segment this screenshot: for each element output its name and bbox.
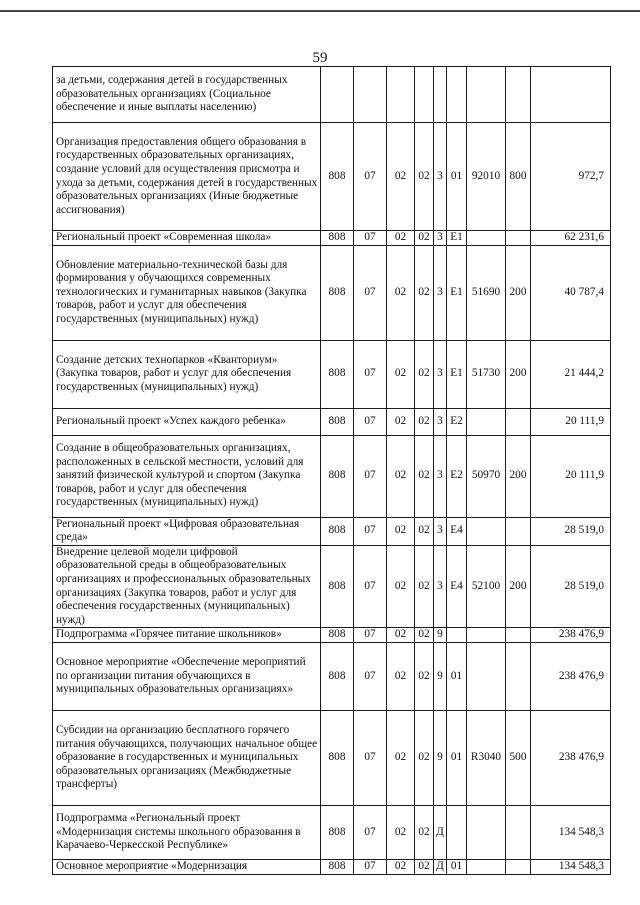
row-description: Создание в общеобразовательных организациях, расположенных в сельской местности, условий для занятий физической культурой и спортом (Закупка товаров, работ и услуг для обеспечения государственных (муниципальных) нужд): [53, 435, 321, 517]
budget-table-body: [53, 67, 611, 875]
row-description: Основное мероприятие «Обеспечение мероприятий по организации питания обучающихся в муниципальных образовательных организациях»: [53, 642, 321, 710]
row-event-code: E4: [447, 517, 467, 545]
row-amount: 21 444,2: [531, 340, 611, 408]
row-subsection-code: 02: [387, 123, 415, 231]
row-direction-code: [467, 859, 506, 874]
table-row: [53, 545, 611, 628]
row-expense-type-code: [506, 628, 531, 643]
row-direction-code: R3040: [467, 710, 506, 805]
row-program-code: 02: [415, 245, 434, 340]
row-direction-code: [467, 805, 506, 859]
row-direction-code: 52100: [467, 545, 506, 628]
row-ministry-code: 808: [321, 408, 354, 435]
row-description: Обновление материально-технической базы для формирования у обучающихся современных технологических и гуманитарных навыков (Закупка товаров, работ и услуг для обеспечения государственных (муниципальных) нужд): [53, 245, 321, 340]
row-direction-code: [467, 231, 506, 246]
row-section-code: 07: [354, 408, 387, 435]
row-direction-code: 51730: [467, 340, 506, 408]
row-subprogram-code: 3: [434, 123, 447, 231]
row-ministry-code: 808: [321, 859, 354, 874]
row-section-code: 07: [354, 435, 387, 517]
table-row: [53, 517, 611, 545]
table-row: [53, 859, 611, 874]
row-ministry-code: 808: [321, 123, 354, 231]
row-subprogram-code: 3: [434, 517, 447, 545]
row-subprogram-code: 9: [434, 628, 447, 643]
row-event-code: 01: [447, 642, 467, 710]
row-ministry-code: 808: [321, 545, 354, 628]
row-amount: 28 519,0: [531, 545, 611, 628]
table-row: [53, 435, 611, 517]
row-event-code: [447, 628, 467, 643]
row-expense-type-code: [506, 517, 531, 545]
row-expense-type-code: 800: [506, 123, 531, 231]
row-subsection-code: 02: [387, 805, 415, 859]
row-event-code: E1: [447, 231, 467, 246]
row-direction-code: 51690: [467, 245, 506, 340]
row-event-code: 01: [447, 123, 467, 231]
row-subsection-code: 02: [387, 245, 415, 340]
row-event-code: 01: [447, 859, 467, 874]
row-section-code: 07: [354, 805, 387, 859]
row-amount: 972,7: [531, 123, 611, 231]
budget-table: [52, 66, 611, 875]
row-event-code: E4: [447, 545, 467, 628]
row-subsection-code: 02: [387, 710, 415, 805]
row-amount: 134 548,3: [531, 859, 611, 874]
row-section-code: [354, 67, 387, 123]
row-subprogram-code: 3: [434, 245, 447, 340]
row-ministry-code: 808: [321, 245, 354, 340]
scan-edge-line: [0, 10, 640, 12]
row-section-code: 07: [354, 245, 387, 340]
table-row: [53, 805, 611, 859]
row-subsection-code: 02: [387, 628, 415, 643]
table-row: [53, 123, 611, 231]
row-ministry-code: 808: [321, 435, 354, 517]
table-row: [53, 245, 611, 340]
row-program-code: 02: [415, 642, 434, 710]
row-amount: 28 519,0: [531, 517, 611, 545]
row-subsection-code: [387, 67, 415, 123]
page-number: 59: [312, 50, 328, 66]
row-expense-type-code: [506, 231, 531, 246]
row-description: Организация предоставления общего образования в государственных образовательных организациях, создание условий для осуществления присмотра и ухода за детьми, содержания детей в государственных образовательных организациях (Иные бюджетные ассигнования): [53, 123, 321, 231]
row-ministry-code: 808: [321, 231, 354, 246]
row-program-code: 02: [415, 123, 434, 231]
row-direction-code: [467, 628, 506, 643]
row-amount: 40 787,4: [531, 245, 611, 340]
row-description: Подпрограмма «Региональный проект «Модернизация системы школьного образования в Карачаево-Черкесской Республике»: [53, 805, 321, 859]
row-subprogram-code: 3: [434, 231, 447, 246]
row-ministry-code: 808: [321, 642, 354, 710]
table-row: [53, 628, 611, 643]
row-section-code: 07: [354, 628, 387, 643]
table-row: [53, 231, 611, 246]
row-expense-type-code: [506, 642, 531, 710]
row-program-code: 02: [415, 545, 434, 628]
row-expense-type-code: [506, 859, 531, 874]
row-section-code: 07: [354, 517, 387, 545]
table-row: [53, 67, 611, 123]
row-section-code: 07: [354, 859, 387, 874]
row-expense-type-code: [506, 408, 531, 435]
row-program-code: 02: [415, 710, 434, 805]
row-description: за детьми, содержания детей в государственных образовательных организациях (Социальное обеспечение и иные выплаты населению): [53, 67, 321, 123]
row-section-code: 07: [354, 710, 387, 805]
row-direction-code: [467, 67, 506, 123]
row-program-code: 02: [415, 340, 434, 408]
row-event-code: 01: [447, 710, 467, 805]
row-event-code: E2: [447, 435, 467, 517]
row-section-code: 07: [354, 231, 387, 246]
row-ministry-code: 808: [321, 710, 354, 805]
row-expense-type-code: 200: [506, 435, 531, 517]
row-subsection-code: 02: [387, 340, 415, 408]
table-row: [53, 340, 611, 408]
row-expense-type-code: 500: [506, 710, 531, 805]
row-description: Субсидии на организацию бесплатного горячего питания обучающихся, получающих начальное общее образование в государственных и муниципальных образовательных организациях (Межбюджетные трансферты): [53, 710, 321, 805]
row-event-code: [447, 805, 467, 859]
row-subprogram-code: Д: [434, 805, 447, 859]
row-description: Создание детских технопарков «Кванториум» (Закупка товаров, работ и услуг для обеспечения государственных (муниципальных) нужд): [53, 340, 321, 408]
row-ministry-code: 808: [321, 628, 354, 643]
row-ministry-code: 808: [321, 805, 354, 859]
row-direction-code: [467, 408, 506, 435]
table-row: [53, 642, 611, 710]
row-amount: 62 231,6: [531, 231, 611, 246]
row-description: Региональный проект «Современная школа»: [53, 231, 321, 246]
table-row: [53, 710, 611, 805]
row-event-code: E1: [447, 340, 467, 408]
row-event-code: [447, 67, 467, 123]
row-event-code: E1: [447, 245, 467, 340]
row-subsection-code: 02: [387, 642, 415, 710]
row-subsection-code: 02: [387, 859, 415, 874]
row-section-code: 07: [354, 123, 387, 231]
row-expense-type-code: 200: [506, 340, 531, 408]
row-description: Региональный проект «Успех каждого ребенка»: [53, 408, 321, 435]
row-description: Внедрение целевой модели цифровой образовательной среды в общеобразовательных организациях и профессиональных образовательных организациях (Закупка товаров, работ и услуг для обеспечения государственных (муниципальных) нужд): [53, 545, 321, 628]
row-amount: 238 476,9: [531, 642, 611, 710]
row-subprogram-code: [434, 67, 447, 123]
row-section-code: 07: [354, 545, 387, 628]
row-section-code: 07: [354, 340, 387, 408]
row-expense-type-code: 200: [506, 245, 531, 340]
row-event-code: E2: [447, 408, 467, 435]
row-program-code: 02: [415, 517, 434, 545]
row-amount: 20 111,9: [531, 408, 611, 435]
row-ministry-code: 808: [321, 340, 354, 408]
row-subsection-code: 02: [387, 517, 415, 545]
table-row: [53, 408, 611, 435]
row-amount: 238 476,9: [531, 710, 611, 805]
row-section-code: 07: [354, 642, 387, 710]
row-subsection-code: 02: [387, 545, 415, 628]
row-amount: [531, 67, 611, 123]
row-expense-type-code: 200: [506, 545, 531, 628]
row-subprogram-code: 3: [434, 545, 447, 628]
row-subprogram-code: 3: [434, 340, 447, 408]
row-amount: 238 476,9: [531, 628, 611, 643]
row-program-code: 02: [415, 408, 434, 435]
row-subsection-code: 02: [387, 408, 415, 435]
row-direction-code: 92010: [467, 123, 506, 231]
row-expense-type-code: [506, 805, 531, 859]
row-subprogram-code: 3: [434, 408, 447, 435]
row-program-code: 02: [415, 231, 434, 246]
row-amount: 134 548,3: [531, 805, 611, 859]
row-subprogram-code: 9: [434, 710, 447, 805]
row-direction-code: [467, 517, 506, 545]
row-description: Региональный проект «Цифровая образовательная среда»: [53, 517, 321, 545]
row-direction-code: 50970: [467, 435, 506, 517]
row-subsection-code: 02: [387, 231, 415, 246]
row-amount: 20 111,9: [531, 435, 611, 517]
row-program-code: 02: [415, 859, 434, 874]
row-description: Основное мероприятие «Модернизация: [53, 859, 321, 874]
row-program-code: [415, 67, 434, 123]
row-ministry-code: [321, 67, 354, 123]
row-subprogram-code: 3: [434, 435, 447, 517]
row-ministry-code: 808: [321, 517, 354, 545]
row-direction-code: [467, 642, 506, 710]
row-description: Подпрограмма «Горячее питание школьников»: [53, 628, 321, 643]
row-subprogram-code: 9: [434, 642, 447, 710]
row-expense-type-code: [506, 67, 531, 123]
row-program-code: 02: [415, 628, 434, 643]
row-program-code: 02: [415, 805, 434, 859]
row-subprogram-code: Д: [434, 859, 447, 874]
row-program-code: 02: [415, 435, 434, 517]
row-subsection-code: 02: [387, 435, 415, 517]
